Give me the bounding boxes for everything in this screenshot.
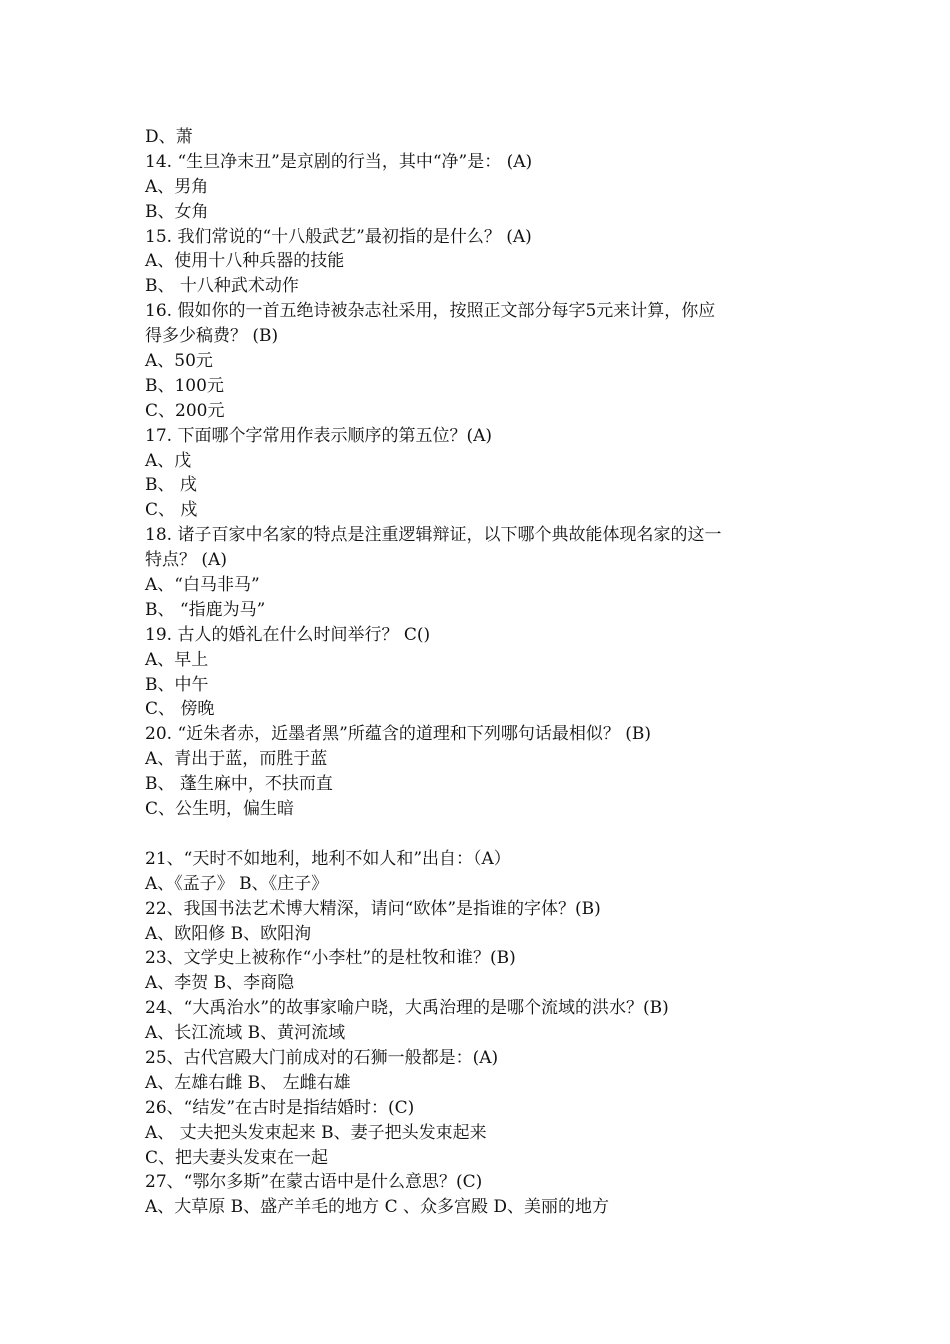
answer-options: A、 丈夫把头发束起来 B、妻子把头发束起来 — [145, 1122, 487, 1143]
answer-option: A、早上 — [145, 649, 209, 670]
question-16-continued: 得多少稿费？ (B) — [145, 326, 279, 347]
question-14: 14. “生旦净末丑”是京剧的行当，其中“净”是： (A) — [145, 151, 533, 172]
answer-options: A、左雄右雌 B、 左雌右雄 — [145, 1072, 351, 1093]
answer-option: B、100元 — [145, 375, 224, 396]
answer-option: A、“白马非马” — [145, 575, 260, 596]
answer-option: A、戊 — [145, 450, 192, 471]
answer-options: A、李贺 B、李商隐 — [145, 973, 295, 994]
quiz-text-block — [145, 125, 805, 1220]
question-22: 22、我国书法艺术博大精深，请问“欧体”是指谁的字体？(B) — [145, 898, 601, 919]
answer-option: C、 戍 — [145, 500, 198, 521]
question-19: 19. 古人的婚礼在什么时间举行？ C() — [145, 624, 431, 645]
question-15: 15. 我们常说的“十八般武艺”最初指的是什么？ (A) — [145, 226, 532, 247]
answer-option: B、 十八种武术动作 — [145, 276, 299, 297]
question-18-continued: 特点？ (A) — [145, 550, 227, 571]
answer-option: B、 蓬生麻中，不扶而直 — [145, 774, 333, 795]
question-20: 20. “近朱者赤，近墨者黑”所蕴含的道理和下列哪句话最相似？ (B) — [145, 724, 651, 745]
question-16: 16. 假如你的一首五绝诗被杂志社采用，按照正文部分每字5元来计算，你应 — [145, 301, 716, 322]
question-26: 26、“结发”在古时是指结婚时：(C) — [145, 1097, 415, 1118]
question-21: 21、“天时不如地利，地利不如人和”出自：（A） — [145, 848, 511, 869]
answer-option: A、50元 — [145, 351, 213, 372]
question-23: 23、文学史上被称作“小李杜”的是杜牧和谁？(B) — [145, 948, 516, 969]
answer-option: D、萧 — [145, 127, 193, 147]
question-27: 27、“鄂尔多斯”在蒙古语中是什么意思？(C) — [145, 1172, 483, 1193]
question-17: 17. 下面哪个字常用作表示顺序的第五位？(A) — [145, 425, 492, 446]
answer-option: A、使用十八种兵器的技能 — [145, 251, 345, 272]
answer-option: A、青出于蓝，而胜于蓝 — [145, 749, 328, 770]
answer-options: A、《孟子》 B、《庄子》 — [145, 873, 329, 894]
blank-line — [145, 822, 805, 847]
answer-option: B、 “指鹿为马” — [145, 599, 266, 620]
answer-option: A、男角 — [145, 176, 209, 197]
answer-option: C、200元 — [145, 400, 225, 421]
answer-options: A、长江流域 B、黄河流域 — [145, 1023, 346, 1044]
question-25: 25、古代宫殿大门前成对的石狮一般都是：(A) — [145, 1047, 499, 1068]
answer-options: A、欧阳修 B、欧阳洵 — [145, 923, 312, 944]
answer-option: B、女角 — [145, 201, 209, 222]
question-24: 24、“大禹治水”的故事家喻户晓，大禹治理的是哪个流域的洪水？(B) — [145, 998, 669, 1019]
answer-option: C、 傍晚 — [145, 699, 215, 720]
answer-option: C、把夫妻头发束在一起 — [145, 1147, 329, 1168]
answer-option: B、中午 — [145, 674, 209, 695]
question-18: 18. 诸子百家中名家的特点是注重逻辑辩证，以下哪个典故能体现名家的这一 — [145, 525, 722, 546]
answer-option: B、 戌 — [145, 475, 197, 496]
answer-option: C、公生明，偏生暗 — [145, 799, 295, 820]
answer-options: A、大草原 B、盛产羊毛的地方 C 、众多宫殿 D、美丽的地方 — [145, 1197, 610, 1218]
